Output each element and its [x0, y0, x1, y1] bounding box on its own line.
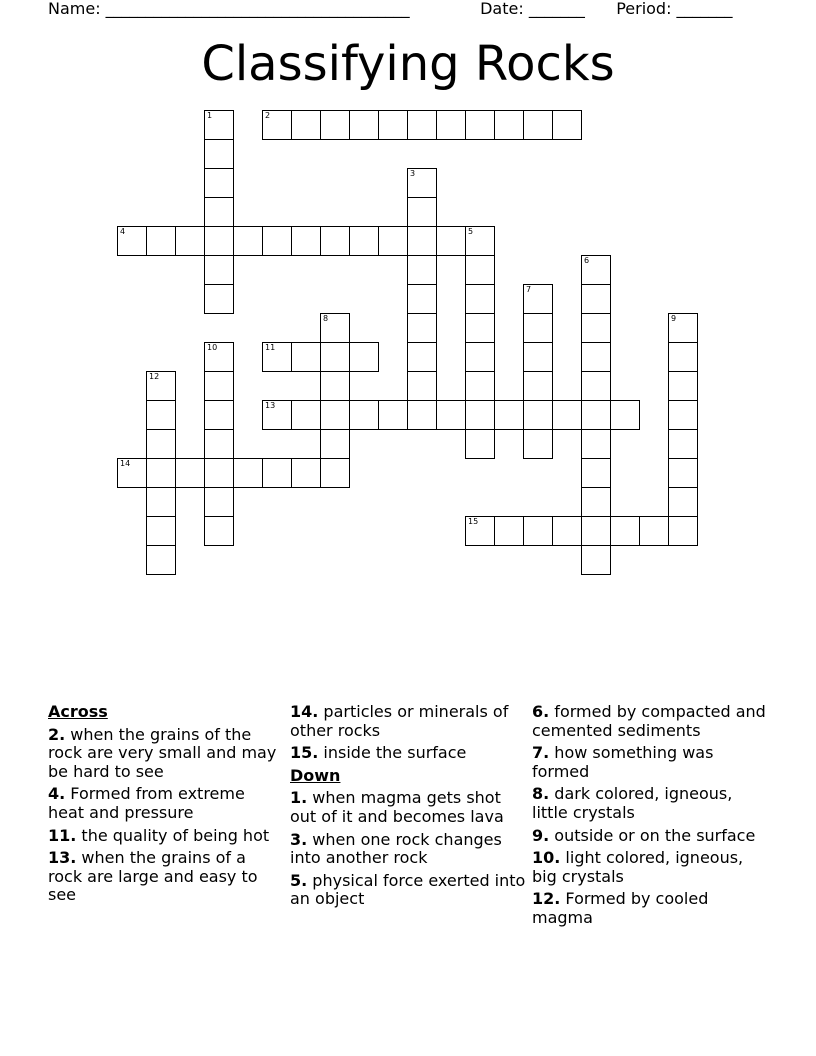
crossword-cell[interactable]	[262, 110, 292, 140]
crossword-cell[interactable]	[262, 458, 292, 488]
crossword-cell[interactable]	[320, 458, 350, 488]
crossword-cell[interactable]	[668, 429, 698, 459]
clue-number: 4	[120, 227, 126, 236]
clue-item-text: inside the surface	[318, 743, 467, 763]
clue-item	[532, 827, 768, 846]
crossword-cell[interactable]	[146, 400, 176, 430]
crossword-cell[interactable]	[291, 400, 321, 430]
clue-number: 8	[323, 314, 329, 323]
date-field-label: Date: _______	[480, 0, 585, 18]
crossword-cell[interactable]	[465, 110, 495, 140]
crossword-cell[interactable]	[204, 284, 234, 314]
crossword-cell[interactable]	[407, 226, 437, 256]
header-fields	[48, 0, 733, 19]
crossword-cell[interactable]	[204, 458, 234, 488]
crossword-cell[interactable]	[523, 284, 553, 314]
crossword-cell[interactable]	[523, 400, 553, 430]
crossword-cell[interactable]	[581, 400, 611, 430]
crossword-cell[interactable]	[494, 516, 524, 546]
crossword-cell[interactable]	[668, 342, 698, 372]
clue-item	[532, 849, 768, 886]
crossword-cell[interactable]	[407, 400, 437, 430]
clue-number: 9	[671, 314, 677, 323]
crossword-cell[interactable]	[204, 342, 234, 372]
crossword-cell[interactable]	[436, 110, 466, 140]
clue-item	[48, 785, 280, 822]
crossword-cell[interactable]	[668, 487, 698, 517]
crossword-cell[interactable]	[668, 458, 698, 488]
clue-number: 12	[149, 372, 160, 381]
crossword-cell[interactable]	[407, 197, 437, 227]
crossword-cell[interactable]	[204, 168, 234, 198]
clue-number: 15	[468, 517, 479, 526]
clue-number: 5	[468, 227, 474, 236]
clue-item-number: 3.	[290, 829, 308, 849]
crossword-cell[interactable]	[552, 110, 582, 140]
crossword-cell[interactable]	[581, 429, 611, 459]
crossword-cell[interactable]	[378, 400, 408, 430]
clue-item-number: 7.	[532, 743, 550, 763]
crossword-cell[interactable]	[204, 400, 234, 430]
clue-item-number: 9.	[532, 825, 550, 845]
clue-item	[48, 726, 280, 782]
crossword-cell[interactable]	[146, 487, 176, 517]
clue-item-number: 14.	[290, 702, 319, 721]
clue-number: 13	[265, 401, 276, 410]
crossword-cell[interactable]	[291, 458, 321, 488]
crossword-cell[interactable]	[581, 458, 611, 488]
crossword-cell[interactable]	[204, 487, 234, 517]
clue-item	[48, 849, 280, 905]
crossword-cell[interactable]	[494, 110, 524, 140]
clue-number: 1	[207, 111, 213, 120]
clue-item	[48, 827, 280, 846]
crossword-cell[interactable]	[378, 226, 408, 256]
crossword-cell[interactable]	[320, 313, 350, 343]
crossword-cell[interactable]	[407, 371, 437, 401]
crossword-cell[interactable]	[175, 458, 205, 488]
crossword-cell[interactable]	[465, 342, 495, 372]
crossword-cell[interactable]	[668, 371, 698, 401]
crossword-cell[interactable]	[262, 342, 292, 372]
clue-number: 7	[526, 285, 532, 294]
crossword-cell[interactable]	[465, 255, 495, 285]
clue-item-text: how something was formed	[532, 743, 714, 781]
clue-item	[532, 744, 768, 781]
crossword-cell[interactable]	[320, 342, 350, 372]
crossword-cell[interactable]	[668, 516, 698, 546]
crossword-cell[interactable]	[378, 110, 408, 140]
crossword-cell[interactable]	[291, 342, 321, 372]
crossword-cell[interactable]	[117, 458, 147, 488]
clue-number: 10	[207, 343, 218, 352]
crossword-cell[interactable]	[204, 139, 234, 169]
clue-item	[532, 890, 768, 927]
page-title: Classifying Rocks	[201, 36, 615, 92]
clue-item-number: 8.	[532, 784, 550, 804]
clue-item-text: light colored, igneous, big crystals	[532, 848, 744, 886]
crossword-cell[interactable]	[204, 197, 234, 227]
crossword-cell[interactable]	[581, 313, 611, 343]
crossword-cell[interactable]	[146, 226, 176, 256]
clue-item-text: the quality of being hot	[76, 825, 270, 845]
crossword-cell[interactable]	[581, 545, 611, 575]
clue-item	[290, 831, 526, 868]
crossword-cell[interactable]	[349, 110, 379, 140]
crossword-cell[interactable]	[117, 226, 147, 256]
crossword-cell[interactable]	[146, 371, 176, 401]
crossword-cell[interactable]	[146, 458, 176, 488]
clue-item-number: 1.	[290, 788, 308, 808]
crossword-cell[interactable]	[262, 226, 292, 256]
clue-item-number: 4.	[48, 784, 66, 804]
crossword-cell[interactable]	[204, 226, 234, 256]
crossword-cell[interactable]	[436, 226, 466, 256]
crossword-cell[interactable]	[349, 400, 379, 430]
clue-number: 14	[120, 459, 131, 468]
name-field-label: Name: ______________________________________	[48, 0, 410, 18]
across-heading: Across	[48, 702, 108, 721]
crossword-cell[interactable]	[146, 516, 176, 546]
crossword-cell[interactable]	[552, 400, 582, 430]
crossword-cell[interactable]	[523, 313, 553, 343]
clue-item-number: 12.	[532, 889, 561, 909]
crossword-cell[interactable]	[291, 110, 321, 140]
clue-number: 6	[584, 256, 590, 265]
clue-number: 11	[265, 343, 276, 352]
crossword-cell[interactable]	[465, 371, 495, 401]
clue-item-text: when the grains of a rock are large and easy to see	[48, 848, 258, 905]
crossword-cell[interactable]	[581, 284, 611, 314]
clue-item-text: when the grains of the rock are very small and may be hard to see	[48, 724, 277, 781]
crossword-cell[interactable]	[204, 371, 234, 401]
crossword-cell[interactable]	[407, 168, 437, 198]
crossword-cell[interactable]	[610, 516, 640, 546]
crossword-cell[interactable]	[581, 516, 611, 546]
clue-item-number: 2.	[48, 724, 66, 744]
crossword-cell[interactable]	[291, 226, 321, 256]
period-field-label: Period: _______	[616, 0, 733, 18]
clue-item-text: outside or on the surface	[549, 825, 756, 845]
crossword-cell[interactable]	[204, 429, 234, 459]
crossword-cell[interactable]	[668, 313, 698, 343]
crossword-cell[interactable]	[320, 110, 350, 140]
crossword-cell[interactable]	[581, 255, 611, 285]
crossword-cell[interactable]	[175, 226, 205, 256]
crossword-cell[interactable]	[668, 400, 698, 430]
clue-item-text: particles or minerals of other rocks	[290, 702, 509, 740]
crossword-cell[interactable]	[320, 226, 350, 256]
clue-item	[290, 872, 526, 909]
clue-item	[290, 703, 526, 740]
clue-item-number: 15.	[290, 743, 319, 763]
clue-item-text: Formed from extreme heat and pressure	[48, 784, 245, 822]
crossword-cell[interactable]	[233, 226, 263, 256]
crossword-cell[interactable]	[233, 458, 263, 488]
crossword-cell[interactable]	[407, 342, 437, 372]
crossword-cell[interactable]	[204, 255, 234, 285]
clue-item-number: 10.	[532, 848, 561, 868]
clue-item-number: 11.	[48, 825, 77, 845]
clue-item-text: when magma gets shot out of it and becomes lava	[290, 788, 504, 826]
down-heading: Down	[290, 765, 341, 785]
crossword-cell[interactable]	[320, 429, 350, 459]
crossword-cell[interactable]	[523, 342, 553, 372]
clue-number: 3	[410, 169, 416, 178]
clue-item-text: when one rock changes into another rock	[290, 829, 502, 868]
crossword-cell[interactable]	[407, 313, 437, 343]
crossword-cell[interactable]	[407, 110, 437, 140]
crossword-cell[interactable]	[407, 255, 437, 285]
crossword-cell[interactable]	[581, 371, 611, 401]
crossword-cell[interactable]	[349, 226, 379, 256]
clue-item-text: Formed by cooled magma	[532, 889, 709, 927]
crossword-cell[interactable]	[436, 400, 466, 430]
crossword-cell[interactable]	[465, 516, 495, 546]
crossword-cell[interactable]	[262, 400, 292, 430]
crossword-cell[interactable]	[146, 429, 176, 459]
crossword-cell[interactable]	[465, 226, 495, 256]
clue-number: 2	[265, 111, 271, 120]
clue-column-3	[532, 703, 768, 932]
crossword-cell[interactable]	[204, 110, 234, 140]
crossword-cell[interactable]	[465, 313, 495, 343]
crossword-cell[interactable]	[204, 516, 234, 546]
clue-item-number: 5.	[290, 870, 308, 890]
crossword-cell[interactable]	[523, 371, 553, 401]
crossword-cell[interactable]	[523, 110, 553, 140]
crossword-cell[interactable]	[465, 429, 495, 459]
clue-item-number: 13.	[48, 848, 77, 868]
clue-item	[290, 744, 526, 763]
clue-item-text: formed by compacted and cemented sediments	[532, 702, 766, 740]
crossword-cell[interactable]	[523, 429, 553, 459]
crossword-cell[interactable]	[552, 516, 582, 546]
crossword-cell[interactable]	[320, 400, 350, 430]
crossword-cell[interactable]	[610, 400, 640, 430]
crossword-cell[interactable]	[523, 516, 553, 546]
clue-column-2	[290, 703, 526, 913]
crossword-cell[interactable]	[639, 516, 669, 546]
crossword-cell[interactable]	[320, 371, 350, 401]
crossword-cell[interactable]	[407, 284, 437, 314]
clue-item	[532, 785, 768, 822]
crossword-cell[interactable]	[465, 400, 495, 430]
clue-item-number: 6.	[532, 702, 550, 721]
crossword-cell[interactable]	[581, 342, 611, 372]
crossword-cell[interactable]	[146, 545, 176, 575]
clue-item	[290, 789, 526, 826]
crossword-cell[interactable]	[465, 284, 495, 314]
clue-item-text: dark colored, igneous, little crystals	[532, 784, 733, 822]
crossword-cell[interactable]	[349, 342, 379, 372]
clue-item-text: physical force exerted into an object	[290, 870, 526, 909]
clue-column-1	[48, 703, 280, 909]
crossword-cell[interactable]	[581, 487, 611, 517]
clue-item	[532, 703, 768, 740]
crossword-cell[interactable]	[494, 400, 524, 430]
